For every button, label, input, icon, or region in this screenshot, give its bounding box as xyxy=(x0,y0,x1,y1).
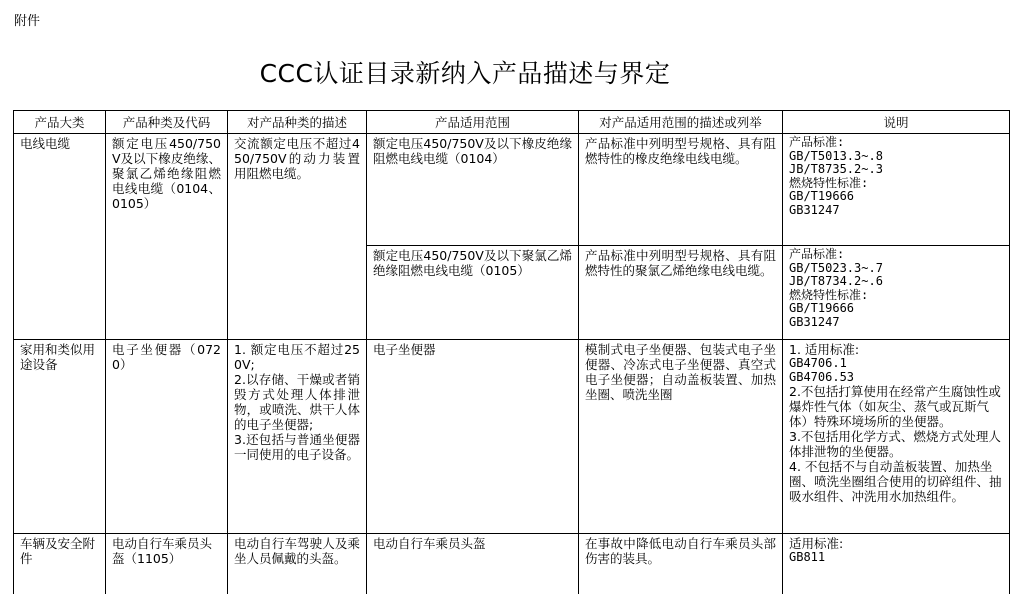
table-row xyxy=(14,534,1010,594)
cell-notes xyxy=(783,134,1010,246)
desc-line: 1. 额定电压不超过250V; xyxy=(234,342,360,372)
cell-notes xyxy=(783,246,1010,340)
note-line: GB31247 xyxy=(789,314,840,329)
cell-scope: 电子坐便器 xyxy=(367,340,579,534)
note-line: 燃烧特性标准: xyxy=(789,175,869,190)
header-type-desc: 对产品种类的描述 xyxy=(228,111,367,134)
header-notes: 说明 xyxy=(783,111,1010,134)
cell-type-desc: 交流额定电压不超过450/750V的动力装置用阻燃电缆。 xyxy=(228,134,367,340)
note-line: GB/T5023.3~.7 xyxy=(789,260,883,275)
cell-scope: 额定电压450/750V及以下橡皮绝缘阻燃电线电缆（0104） xyxy=(367,134,579,246)
note-line: 适用标准: xyxy=(789,536,844,551)
note-line: JB/T8735.2~.3 xyxy=(789,162,883,176)
note-line: GB31247 xyxy=(789,202,840,217)
note-line: GB/T19666 xyxy=(789,301,855,315)
note-line: GB/T19666 xyxy=(789,189,855,203)
note-line: GB811 xyxy=(789,550,826,564)
cell-category: 电线电缆 xyxy=(14,134,106,340)
cell-scope-desc: 模制式电子坐便器、包装式电子坐便器、冷冻式电子坐便器、真空式电子坐便器；自动盖板装置、加热坐圈、喷洗坐圈 xyxy=(579,340,783,534)
product-table xyxy=(13,110,1010,594)
cell-notes xyxy=(783,534,1010,594)
cell-notes xyxy=(783,340,1010,534)
cell-scope-desc: 产品标准中列明型号规格、具有阻燃特性的橡皮绝缘电线电缆。 xyxy=(579,134,783,246)
desc-line: 2.以存储、干燥或者销毁方式处理人体排泄物，或喷洗、烘干人体的电子坐便器; xyxy=(234,372,360,432)
cell-type-code: 额定电压450/750V及以下橡皮绝缘、聚氯乙烯绝缘阻燃电线电缆（0104、0105） xyxy=(106,134,228,340)
table-row xyxy=(14,134,1010,246)
cell-type-code: 电子坐便器（0720） xyxy=(106,340,228,534)
desc-line: 3.还包括与普通坐便器一同使用的电子设备。 xyxy=(234,432,360,462)
note-line: GB4706.53 xyxy=(789,369,855,384)
cell-scope: 电动自行车乘员头盔 xyxy=(367,534,579,594)
note-line: 产品标准: xyxy=(789,247,845,261)
cell-type-desc xyxy=(228,340,367,534)
note-line: 产品标准: xyxy=(789,135,845,149)
note-line: GB/T5013.3~.8 xyxy=(789,148,883,163)
page-title: CCC认证目录新纳入产品描述与界定 xyxy=(259,59,671,88)
note-line: 燃烧特性标准: xyxy=(789,287,869,302)
cell-category: 家用和类似用途设备 xyxy=(14,340,106,534)
note-line: JB/T8734.2~.6 xyxy=(789,274,883,288)
cell-type-code: 电动自行车乘员头盔（1105） xyxy=(106,534,228,594)
attachment-label: 附件 xyxy=(14,14,41,29)
header-category: 产品大类 xyxy=(14,111,106,134)
note-line: 2.不包括打算使用在经常产生腐蚀性或爆炸性气体（如灰尘、蒸气或瓦斯气体）特殊环境场所的坐便器。 xyxy=(789,384,1001,429)
header-scope: 产品适用范围 xyxy=(367,111,579,134)
note-line: 3.不包括用化学方式、燃烧方式处理人体排泄物的坐便器。 xyxy=(789,429,1001,459)
cell-scope-desc: 产品标准中列明型号规格、具有阻燃特性的聚氯乙烯绝缘电线电缆。 xyxy=(579,246,783,340)
note-line: 4. 不包括不与自动盖板装置、加热坐圈、喷洗坐圈组合使用的切碎组件、抽吸水组件、冲洗用水加热组件。 xyxy=(789,459,1002,504)
header-type-code: 产品种类及代码 xyxy=(106,111,228,134)
note-line: 1. 适用标准: xyxy=(789,342,860,357)
table-header-row xyxy=(14,111,1010,134)
note-line: GB4706.1 xyxy=(789,356,847,370)
cell-scope-desc: 在事故中降低电动自行车乘员头部伤害的装具。 xyxy=(579,534,783,594)
cell-scope: 额定电压450/750V及以下聚氯乙烯绝缘阻燃电线电缆（0105） xyxy=(367,246,579,340)
cell-category: 车辆及安全附件 xyxy=(14,534,106,594)
table-row xyxy=(14,340,1010,534)
cell-type-desc: 电动自行车驾驶人及乘坐人员佩戴的头盔。 xyxy=(228,534,367,594)
header-scope-desc: 对产品适用范围的描述或列举 xyxy=(579,111,783,134)
